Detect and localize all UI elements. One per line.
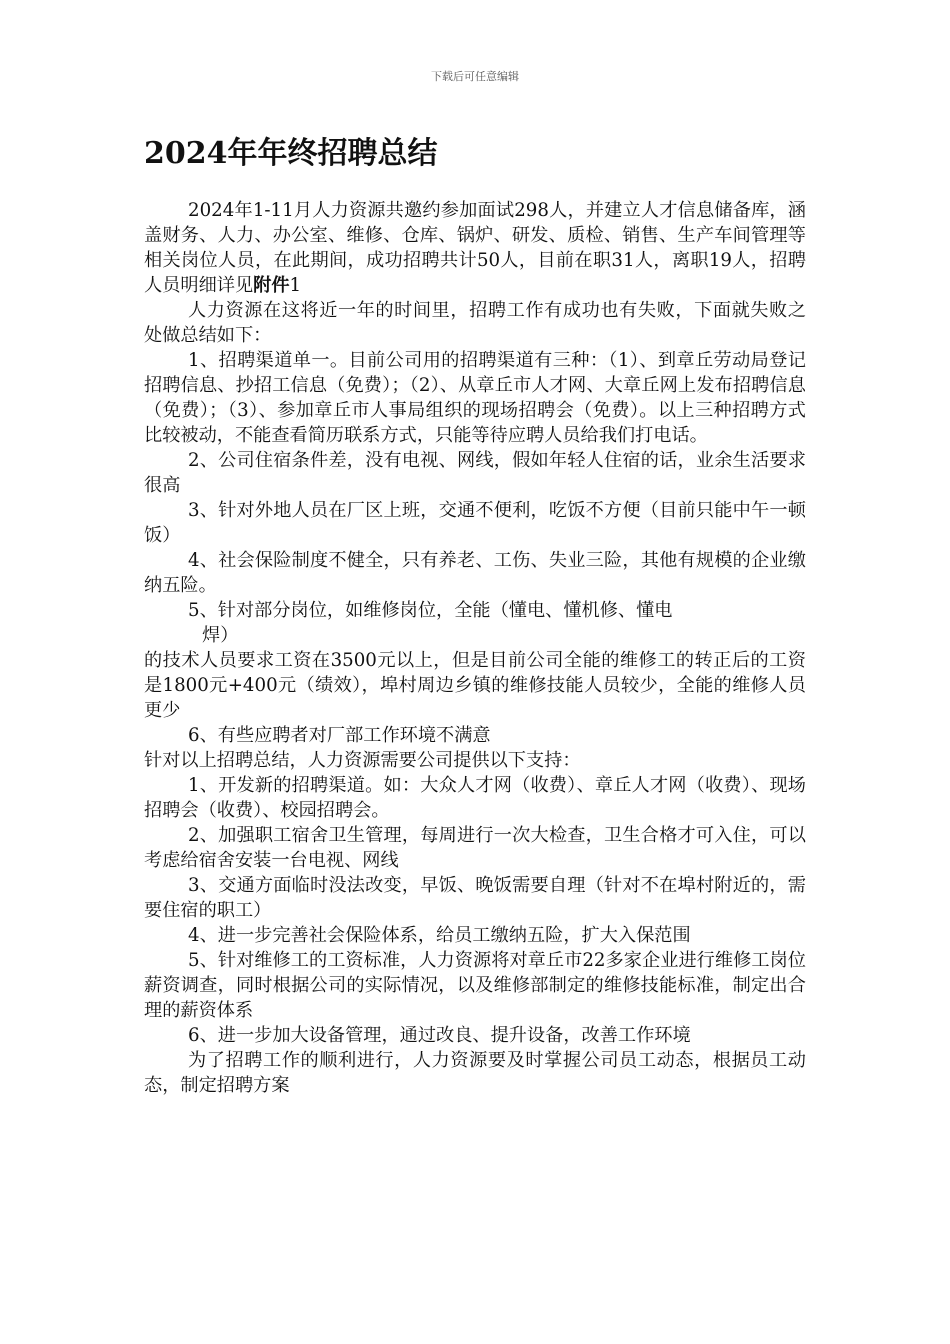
support-item: 1、开发新的招聘渠道。如：大众人才网（收费）、章丘人才网（收费）、现场招聘会（收费）、校园招聘会。: [144, 775, 806, 821]
closing-paragraph: 为了招聘工作的顺利进行，人力资源要及时掌握公司员工动态，根据员工动态，制定招聘方案: [144, 1050, 806, 1096]
support-item: 2、加强职工宿舍卫生管理，每周进行一次大检查，卫生合格才可入住，可以考虑给宿舍安装一台电视、网线: [144, 825, 806, 871]
summary-lead-paragraph: 人力资源在这将近一年的时间里，招聘工作有成功也有失败，下面就失败之处做总结如下：: [144, 300, 806, 346]
failure-item: 4、社会保险制度不健全，只有养老、工伤、失业三险，其他有规模的企业缴纳五险。: [144, 550, 806, 596]
attachment-reference: 附件: [253, 275, 290, 296]
support-item: 6、进一步加大设备管理，通过改良、提升设备，改善工作环境: [188, 1025, 691, 1046]
failure-item-5-head: 5、针对部分岗位，如维修岗位，全能（懂电、懂机修、懂电: [188, 600, 673, 621]
intro-text: 2024年1-11月人力资源共邀约参加面试298人，并建立人才信息储备库，涵盖财务、人力、办公室、维修、仓库、锅炉、研发、质检、销售、生产车间管理等相关岗位人员，在此期间，成功招聘共计50人，目前在职31人，离职19人，招聘人员明细详见: [144, 200, 806, 296]
page-header-note: 下载后可任意编辑: [431, 70, 519, 83]
document-body: [144, 198, 806, 1098]
failure-item: 6、有些应聘者对厂部工作环境不满意: [188, 725, 491, 746]
support-item: 5、针对维修工的工资标准，人力资源将对章丘市22多家企业进行维修工岗位薪资调查，同时根据公司的实际情况，以及维修部制定的维修技能标准，制定出合理的薪资体系: [144, 950, 806, 1021]
support-item: 4、进一步完善社会保险体系，给员工缴纳五险，扩大入保范围: [188, 925, 691, 946]
document-title: 2024年年终招聘总结: [144, 136, 438, 171]
failure-item-5-tail: 的技术人员要求工资在3500元以上，但是目前公司全能的维修工的转正后的工资是1800元+400元（绩效），埠村周边乡镇的维修技能人员较少，全能的维修人员更少: [144, 650, 806, 721]
failure-item: 3、针对外地人员在厂区上班，交通不便利，吃饭不方便（目前只能中午一顿饭）: [144, 500, 806, 546]
intro-paragraph: [144, 198, 806, 298]
support-lead-paragraph: 针对以上招聘总结，人力资源需要公司提供以下支持：: [144, 750, 581, 771]
attachment-number: 1: [289, 275, 302, 296]
failure-item: 2、公司住宿条件差，没有电视、网线，假如年轻人住宿的话，业余生活要求很高: [144, 450, 806, 496]
support-item: 3、交通方面临时没法改变，早饭、晚饭需要自理（针对不在埠村附近的，需要住宿的职工）: [144, 875, 806, 921]
failure-item: 1、招聘渠道单一。目前公司用的招聘渠道有三种：（1）、到章丘劳动局登记招聘信息、抄招工信息（免费）；（2）、从章丘市人才网、大章丘网上发布招聘信息（免费）；（3）、参加章丘市人事局组织的现场招聘会（免费）。以上三种招聘方式比较被动，不能查看简历联系方式，只能等待应聘人员给我们打电话。: [144, 350, 806, 446]
failure-item-5-wrap: 焊）: [202, 625, 239, 646]
